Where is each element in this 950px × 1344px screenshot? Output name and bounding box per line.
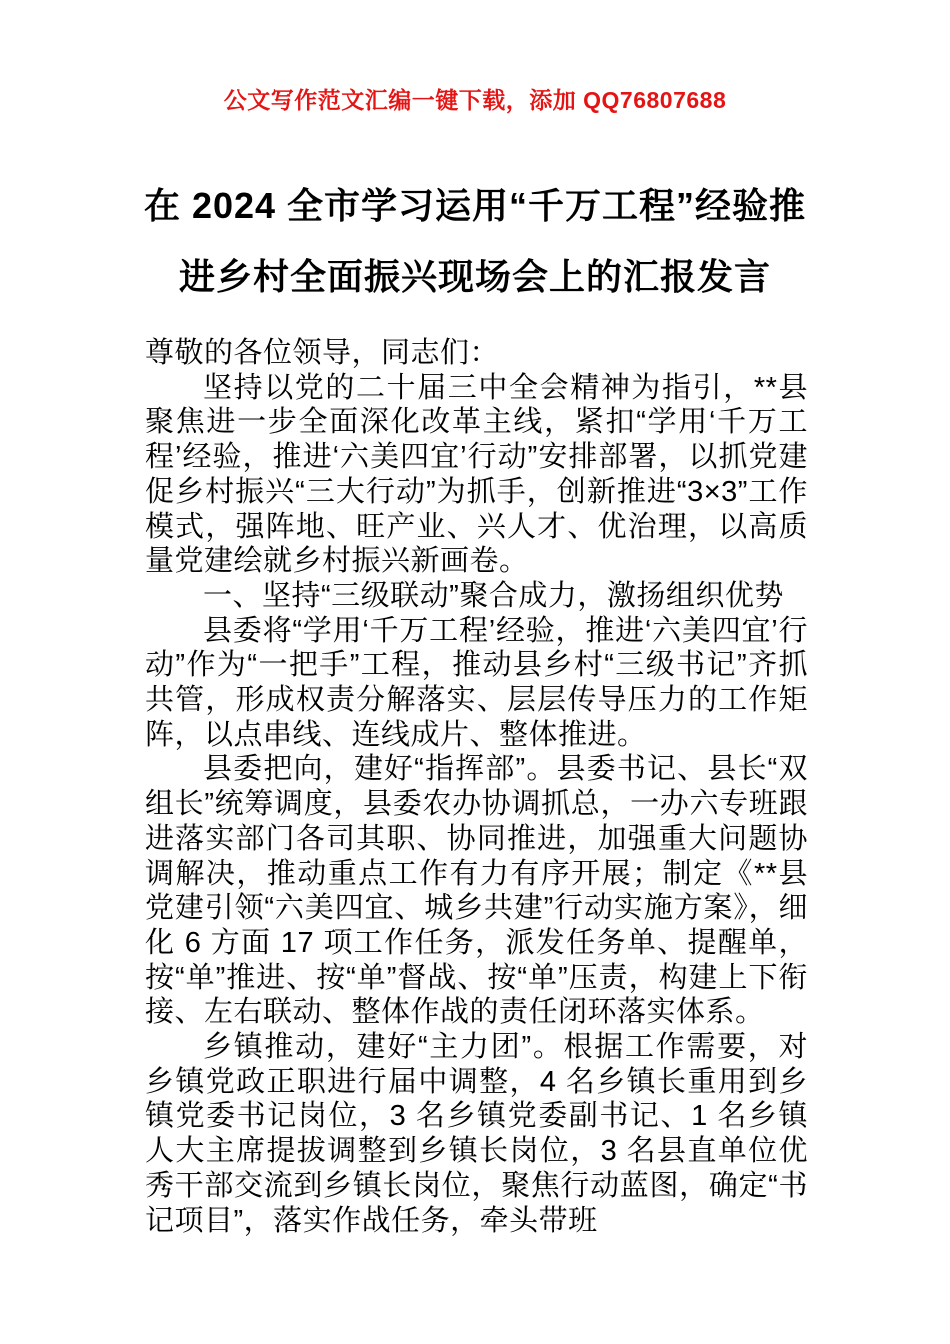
body-paragraph: 坚持以党的二十届三中全会精神为指引，**县聚焦进一步全面深化改革主线，紧扣“学用‘千万工程’经验，推进‘六美四宜’行动”安排部署，以抓党建促乡村振兴“三大行动”为抓手，创新推进“3×3”工作模式，强阵地、旺产业、兴人才、优治理，以高质量党建绘就乡村振兴新画卷。 — [145, 371, 808, 578]
body-paragraph: 县委把向，建好“指挥部”。县委书记、县长“双组长”统筹调度，县委农办协调抓总，一办六专班跟进落实部门各司其职、协同推进，加强重大问题协调解决，推动重点工作有力有序开展；制定《**县党建引领“六美四宜、城乡共建”行动实施方案》，细化 6 方面 17 项工作任务，派发任务单、提醒单，按“单”推进、按“单”督战、按“单”压责，构建上下衔接、左右联动、整体作战的责任闭环落实体系。 — [145, 753, 808, 1029]
document-title-line-1: 在 2024 全市学习运用“千万工程”经验推 — [143, 185, 807, 226]
body-paragraph: 县委将“学用‘千万工程’经验，推进‘六美四宜’行动”作为“一把手”工程，推动县乡村“三级书记”齐抓共管，形成权责分解落实、层层传导压力的工作矩阵，以点串线、连线成片、整体推进。 — [145, 614, 808, 751]
document-title-line-2: 进乡村全面振兴现场会上的汇报发言 — [178, 256, 771, 297]
section-heading: 一、坚持“三级联动”聚合成力，激扬组织优势 — [203, 579, 784, 612]
salutation: 尊敬的各位领导，同志们： — [145, 337, 500, 369]
document-title — [80, 170, 870, 312]
body-paragraph: 乡镇推动，建好“主力团”。根据工作需要，对乡镇党政正职进行届中调整，4 名乡镇长重用到乡镇党委书记岗位，3 名乡镇党委副书记、1 名乡镇人大主席提拔调整到乡镇长岗位，3 名县直单位优秀干部交流到乡镇长岗位，聚焦行动蓝图，确定“书记项目”，落实作战任务，牵头带班 — [145, 1031, 808, 1237]
promo-banner: 公文写作范文汇编一键下载，添加 QQ76807688 — [223, 87, 727, 113]
document-body — [145, 336, 808, 1238]
paragraph-list — [145, 371, 808, 1239]
